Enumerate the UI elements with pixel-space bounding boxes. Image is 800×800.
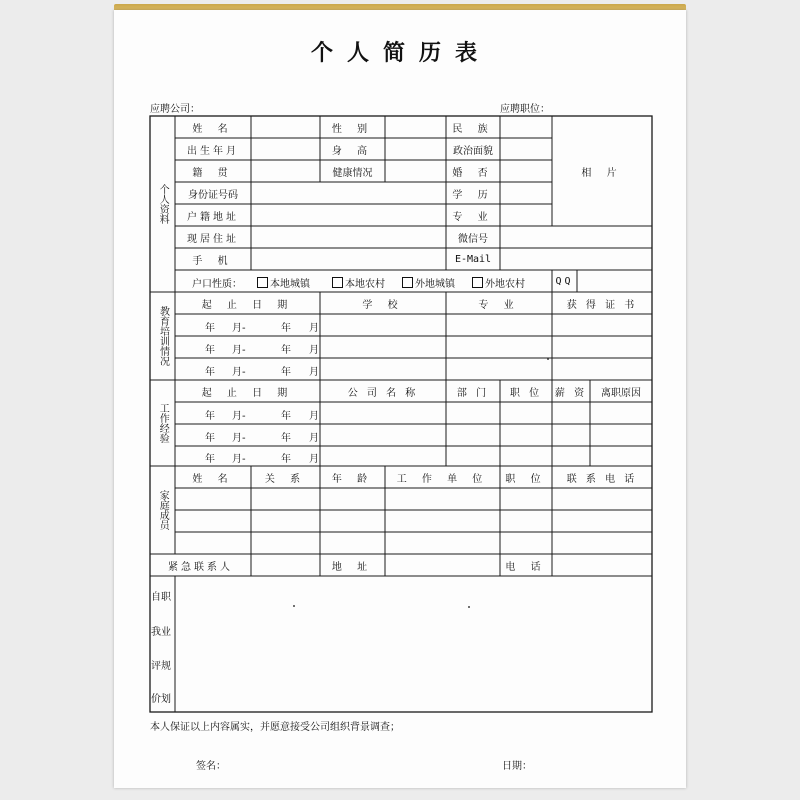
qq-label: QQ [555, 275, 574, 287]
work-section-label: 工作经验 [157, 403, 169, 443]
emergency-contact-label: 紧急联系人 [168, 561, 233, 573]
edu-header-certificate: 获 得 证 书 [566, 299, 638, 311]
wechat-label: 微信号 [458, 233, 488, 245]
self-eval-label-line3: 评规 [151, 661, 171, 672]
birth-label: 出生年月 [187, 145, 239, 157]
current-address-label: 现居住址 [187, 233, 239, 245]
declaration-text: 本人保证以上内容属实，并愿意接受公司组织背景调查； [150, 722, 400, 733]
gender-label: 性 别 [331, 123, 374, 135]
health-label: 健康情况 [332, 167, 373, 179]
checkbox-icon[interactable] [472, 277, 483, 288]
edu-date-range-2[interactable]: 年 月- 年 月 [205, 345, 319, 356]
form-title: 个人简历表 [310, 40, 491, 66]
checkbox-icon[interactable] [257, 277, 268, 288]
photo-box[interactable]: 相 片 [581, 167, 623, 179]
education-level-label: 学 历 [452, 189, 494, 201]
major-label: 专 业 [452, 211, 494, 223]
hukou-type-label: 户口性质： [192, 279, 242, 290]
work-date-range-3[interactable]: 年 月- 年 月 [205, 454, 319, 465]
self-eval-label-line4: 价划 [151, 694, 171, 705]
height-label: 身 高 [331, 145, 374, 157]
hukou-option-local-rural[interactable]: 本地农村 [332, 275, 385, 290]
self-eval-label-line2: 我业 [151, 627, 171, 638]
native-place-label: 籍 贯 [192, 167, 234, 179]
name-label: 姓 名 [192, 123, 234, 135]
work-header-dates: 起 止 日 期 [201, 387, 294, 399]
edu-header-major: 专 业 [478, 299, 520, 311]
signature-label: 签名： [196, 761, 226, 772]
marital-label: 婚 否 [452, 167, 494, 179]
hukou-option-other-rural[interactable]: 外地农村 [472, 275, 525, 290]
print-speck [468, 606, 470, 608]
mobile-label: 手 机 [192, 255, 234, 267]
print-speck [293, 605, 295, 607]
company-label: 应聘公司： [150, 104, 200, 115]
family-header-relation: 关 系 [264, 473, 307, 485]
id-number-label: 身份证号码 [188, 189, 238, 201]
ethnicity-label: 民 族 [452, 123, 494, 135]
date-label: 日期： [502, 761, 532, 772]
self-eval-label-line1: 自职 [151, 592, 171, 603]
family-section-label: 家庭成员 [157, 490, 169, 530]
education-section-label: 教育培训情况 [157, 306, 169, 366]
politics-label: 政治面貌 [453, 145, 493, 157]
checkbox-icon[interactable] [332, 277, 343, 288]
work-header-department: 部 门 [456, 387, 490, 399]
edu-date-range-3[interactable]: 年 月- 年 月 [205, 367, 319, 378]
work-date-range-2[interactable]: 年 月- 年 月 [205, 433, 319, 444]
work-header-leave-reason: 离职原因 [601, 387, 641, 399]
edu-date-range-1[interactable]: 年 月- 年 月 [205, 323, 319, 334]
emergency-phone-label: 电 话 [505, 561, 547, 573]
family-header-age: 年 龄 [331, 473, 374, 485]
print-speck [547, 358, 549, 360]
self-eval-textarea[interactable] [176, 577, 651, 711]
position-label: 应聘职位： [500, 104, 550, 115]
edu-header-school: 学 校 [362, 299, 404, 311]
work-date-range-1[interactable]: 年 月- 年 月 [205, 411, 319, 422]
family-header-phone: 联 系 电 话 [566, 473, 638, 485]
emergency-address-label: 地 址 [331, 561, 374, 573]
email-label: E-Mail [454, 253, 492, 265]
edu-header-dates: 起 止 日 期 [201, 299, 294, 311]
hukou-address-label: 户籍地址 [187, 211, 239, 223]
family-header-position: 职 位 [505, 473, 547, 485]
work-header-company: 公 司 名 称 [347, 387, 419, 399]
family-header-employer: 工 作 单 位 [396, 473, 489, 485]
hukou-option-local-urban[interactable]: 本地城镇 [257, 275, 310, 290]
checkbox-icon[interactable] [402, 277, 413, 288]
work-header-salary: 薪 资 [554, 387, 588, 399]
personal-section-label: 个人资料 [157, 184, 169, 224]
family-header-name: 姓 名 [192, 473, 234, 485]
hukou-option-other-urban[interactable]: 外地城镇 [402, 275, 455, 290]
work-header-position: 职 位 [509, 387, 543, 399]
